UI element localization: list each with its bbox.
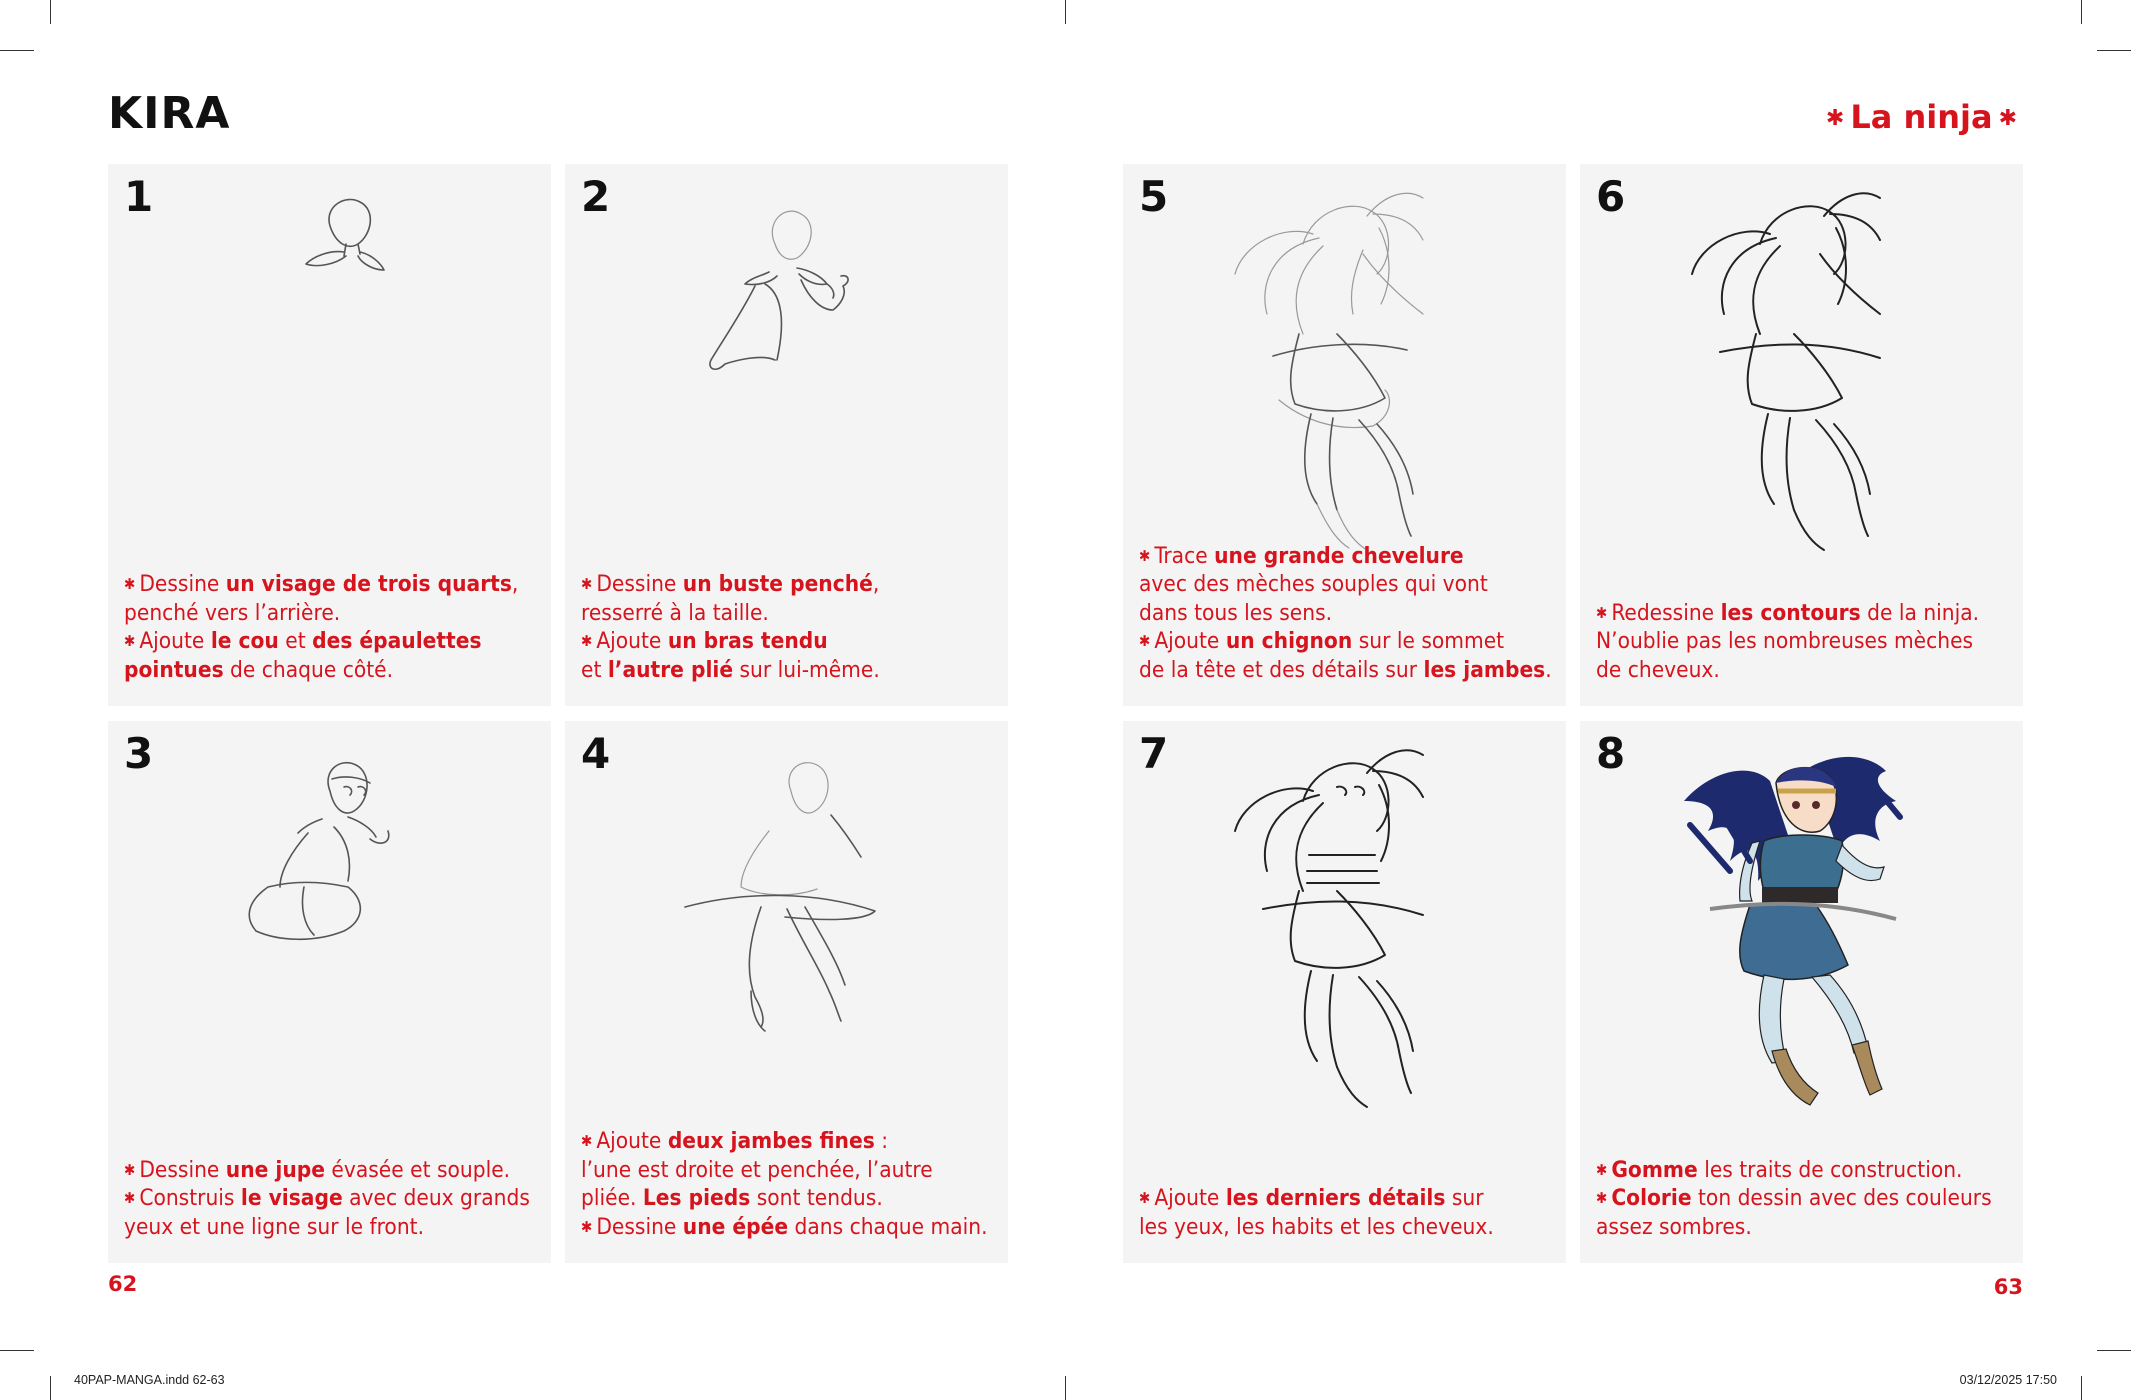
step-number: 5 (1139, 172, 1169, 221)
star-bullet-icon: ✱ (581, 1132, 593, 1150)
step-4-instructions (581, 1127, 998, 1241)
star-icon: ✱ (1825, 106, 1845, 131)
instruction-line (581, 570, 998, 599)
crop-mark (2097, 1350, 2131, 1351)
instruction-line (124, 599, 541, 628)
star-bullet-icon: ✱ (1139, 632, 1151, 650)
step-panel-7 (1123, 721, 1566, 1263)
page-number-left: 62 (108, 1272, 138, 1296)
step-number: 1 (124, 172, 154, 221)
star-bullet-icon: ✱ (1596, 1189, 1608, 1207)
instruction-text: Ajoute (1154, 1185, 1226, 1211)
instruction-line (1139, 656, 1556, 685)
subtitle-text: La ninja (1850, 98, 1993, 136)
instruction-text: Dessine (596, 571, 683, 597)
instruction-text: de cheveux. (1596, 656, 1720, 683)
instruction-line (581, 656, 998, 685)
instruction-emphasis: Les pieds (642, 1185, 751, 1211)
instruction-text: les yeux, les habits et les cheveux. (1139, 1213, 1494, 1240)
instruction-line (1596, 627, 2013, 656)
step-1-instructions (124, 570, 541, 684)
instruction-emphasis: des épaulettes (312, 628, 482, 654)
crop-mark (2097, 50, 2131, 51)
instruction-text: de chaque côté. (223, 656, 394, 683)
star-bullet-icon: ✱ (581, 632, 593, 650)
instruction-emphasis: un visage de trois quarts (225, 571, 512, 597)
instruction-text: . (1545, 656, 1552, 683)
step-number: 2 (581, 172, 611, 221)
instruction-line (581, 1213, 998, 1242)
star-bullet-icon: ✱ (124, 575, 136, 593)
instruction-text: penché vers l’arrière. (124, 599, 341, 626)
instruction-emphasis: le visage (240, 1185, 343, 1211)
instruction-line (1596, 1184, 2013, 1213)
step-panel-6 (1580, 164, 2023, 706)
step-7-instructions (1139, 1184, 1556, 1241)
crop-mark (50, 0, 51, 24)
instruction-line (124, 1213, 541, 1242)
step-panel-5 (1123, 164, 1566, 706)
instruction-text: assez sombres. (1596, 1213, 1752, 1240)
instruction-line (581, 1184, 998, 1213)
instruction-text: les traits de construction. (1697, 1156, 1963, 1183)
instruction-text: yeux et une ligne sur le front. (124, 1213, 425, 1240)
star-bullet-icon: ✱ (124, 1160, 136, 1179)
instruction-line (1596, 656, 2013, 685)
step-number: 7 (1139, 729, 1169, 778)
instruction-line (1139, 1184, 1556, 1213)
instruction-text: de la ninja. (1860, 599, 1980, 626)
instruction-line (581, 627, 998, 656)
instruction-text: , (511, 571, 519, 597)
instruction-emphasis: un buste penché (682, 571, 873, 597)
crop-mark (1065, 1376, 1066, 1400)
instruction-text: Redessine (1611, 599, 1721, 626)
instruction-text: Dessine (139, 1156, 226, 1183)
instruction-text: avec deux grands (342, 1185, 530, 1211)
crop-mark (0, 50, 34, 51)
instruction-emphasis: Colorie (1611, 1185, 1692, 1211)
instruction-emphasis: un chignon (1225, 628, 1353, 654)
step-panel-8 (1580, 721, 2023, 1263)
step-number: 4 (581, 729, 611, 778)
step-number: 8 (1596, 729, 1626, 778)
step-8-instructions (1596, 1156, 2013, 1242)
star-bullet-icon: ✱ (581, 575, 593, 593)
star-icon: ✱ (1998, 106, 2017, 131)
instruction-text: avec des mèches souples qui vont (1139, 571, 1488, 597)
star-bullet-icon: ✱ (124, 632, 136, 650)
instruction-line (581, 599, 998, 628)
instruction-line (1139, 599, 1556, 628)
instruction-emphasis: le cou (210, 628, 279, 654)
instruction-emphasis: les derniers détails (1225, 1185, 1446, 1211)
instruction-emphasis: une grande chevelure (1214, 542, 1464, 569)
instruction-text: Dessine (596, 1213, 683, 1240)
instruction-emphasis: les contours (1720, 599, 1861, 626)
instruction-emphasis: un bras tendu (667, 628, 828, 654)
step-panel-3 (108, 721, 551, 1263)
instruction-text: Ajoute (596, 1128, 668, 1154)
instruction-line (124, 1184, 541, 1213)
instruction-emphasis: pointues (124, 656, 224, 683)
step-2-instructions (581, 570, 998, 684)
instruction-emphasis: Gomme (1611, 1156, 1698, 1183)
instruction-text: pliée. (581, 1185, 643, 1211)
footer-date: 03/12/2025 17:50 (1959, 1373, 2057, 1387)
instruction-line (1139, 542, 1556, 571)
star-bullet-icon: ✱ (1139, 546, 1151, 565)
step-5-instructions (1139, 542, 1556, 685)
crop-mark (50, 1376, 51, 1400)
step-panel-4 (565, 721, 1008, 1263)
instruction-text: et (278, 628, 313, 654)
instruction-line (124, 1156, 541, 1185)
crop-mark (2081, 0, 2082, 24)
instruction-text: : (874, 1128, 889, 1154)
instruction-line (124, 570, 541, 599)
star-bullet-icon: ✱ (1139, 1189, 1151, 1207)
instruction-text: Ajoute (1154, 628, 1226, 654)
instruction-text: Dessine (139, 571, 226, 597)
instruction-text: sont tendus. (750, 1185, 883, 1211)
instruction-text: sur le sommet (1352, 628, 1505, 654)
instruction-emphasis: une jupe (225, 1156, 325, 1183)
footer-filename: 40PAP-MANGA.indd 62-63 (74, 1373, 225, 1387)
instruction-line (581, 1156, 998, 1185)
instruction-line (1139, 1213, 1556, 1242)
step-6-instructions (1596, 599, 2013, 685)
star-bullet-icon: ✱ (1596, 1160, 1608, 1179)
page-subtitle (1820, 98, 2023, 136)
instruction-text: dans chaque main. (788, 1213, 988, 1240)
instruction-line (1139, 570, 1556, 599)
crop-mark (2081, 1376, 2082, 1400)
instruction-text: sur (1445, 1185, 1484, 1211)
instruction-emphasis: l’autre plié (607, 656, 734, 683)
step-number: 3 (124, 729, 154, 778)
instruction-text: et (581, 656, 608, 683)
instruction-text: l’une est droite et penchée, l’autre (581, 1156, 933, 1183)
instruction-line (124, 656, 541, 685)
instruction-text: évasée et souple. (324, 1156, 511, 1183)
page-number-right: 63 (1993, 1275, 2023, 1299)
instruction-emphasis: une épée (682, 1213, 789, 1240)
star-bullet-icon: ✱ (124, 1189, 136, 1207)
instruction-emphasis: deux jambes fines (667, 1128, 875, 1154)
step-panel-2 (565, 164, 1008, 706)
instruction-text: resserré à la taille. (581, 599, 769, 626)
crop-mark (0, 1350, 34, 1351)
step-panel-1 (108, 164, 551, 706)
instruction-text: sur lui-même. (733, 656, 880, 683)
instruction-line (1596, 1213, 2013, 1242)
instruction-line (1596, 599, 2013, 628)
instruction-text: de la tête et des détails sur (1139, 656, 1424, 683)
step-number: 6 (1596, 172, 1626, 221)
page-title: KIRA (108, 88, 231, 139)
instruction-emphasis: les jambes (1423, 656, 1546, 683)
instruction-line (1596, 1156, 2013, 1185)
step-7-sketch (1123, 721, 1566, 1263)
instruction-text: Ajoute (139, 628, 211, 654)
instruction-text: , (872, 571, 880, 597)
instruction-line (1139, 627, 1556, 656)
instruction-line (581, 1127, 998, 1156)
star-bullet-icon: ✱ (581, 1217, 593, 1236)
instruction-text: N’oublie pas les nombreuses mèches (1596, 628, 1974, 654)
crop-mark (1065, 0, 1066, 24)
instruction-line (124, 627, 541, 656)
instruction-text: dans tous les sens. (1139, 599, 1333, 626)
step-3-instructions (124, 1156, 541, 1242)
star-bullet-icon: ✱ (1596, 603, 1608, 622)
instruction-text: Trace (1154, 542, 1215, 569)
instruction-text: Ajoute (596, 628, 668, 654)
instruction-text: ton dessin avec des couleurs (1691, 1185, 1992, 1211)
instruction-text: Construis (139, 1185, 241, 1211)
